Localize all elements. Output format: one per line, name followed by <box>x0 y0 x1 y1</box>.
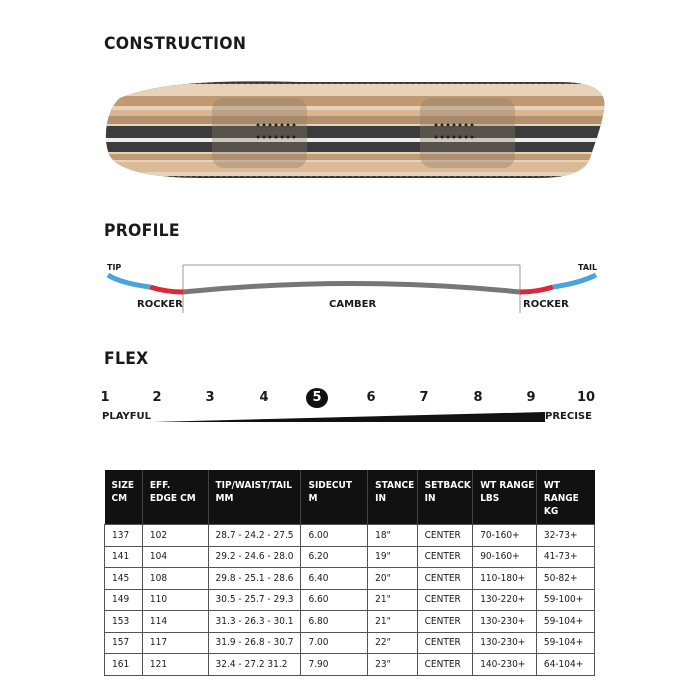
table-row <box>105 654 595 676</box>
header-eff-edge: EFF. EDGE CM <box>142 470 208 525</box>
cell-stance: 18" <box>368 525 418 547</box>
flex-scale-8: 8 <box>473 390 483 405</box>
header-stance: STANCE IN <box>368 470 418 525</box>
header-setback: SETBACK IN <box>417 470 473 525</box>
cell-setback: CENTER <box>417 546 473 568</box>
table-row <box>105 525 595 547</box>
cell-size: 141 <box>105 546 143 568</box>
cell-setback: CENTER <box>417 525 473 547</box>
rocker-left-segment <box>150 287 183 292</box>
cell-eff-edge: 104 <box>142 546 208 568</box>
header-sidecut: SIDECUT M <box>301 470 368 525</box>
tip-segment <box>108 275 150 287</box>
flex-scale-10: 10 <box>576 390 596 405</box>
flex-scale-3: 3 <box>205 390 215 405</box>
cell-sidecut: 6.40 <box>301 568 368 590</box>
cell-tip-waist-tail: 29.8 - 25.1 - 28.6 <box>208 568 301 590</box>
cell-wt-kg: 64-104+ <box>536 654 594 676</box>
header-wt-range-lbs: WT RANGE LBS <box>473 470 537 525</box>
board-construction-diagram <box>0 70 700 190</box>
cell-wt-kg: 41-73+ <box>536 546 594 568</box>
cell-eff-edge: 121 <box>142 654 208 676</box>
camber-label: CAMBER <box>329 299 377 310</box>
cell-tip-waist-tail: 31.9 - 26.8 - 30.7 <box>208 632 301 654</box>
cell-wt-kg: 59-104+ <box>536 611 594 633</box>
cell-wt-kg: 32-73+ <box>536 525 594 547</box>
cell-tip-waist-tail: 32.4 - 27.2 31.2 <box>208 654 301 676</box>
cell-sidecut: 6.60 <box>301 589 368 611</box>
cell-wt-lbs: 140-230+ <box>473 654 537 676</box>
cell-size: 137 <box>105 525 143 547</box>
flex-scale-1: 1 <box>100 390 110 405</box>
cell-size: 153 <box>105 611 143 633</box>
cell-stance: 20" <box>368 568 418 590</box>
cell-size: 157 <box>105 632 143 654</box>
cell-wt-lbs: 130-230+ <box>473 611 537 633</box>
specs-table <box>104 470 595 676</box>
cell-tip-waist-tail: 30.5 - 25.7 - 29.3 <box>208 589 301 611</box>
stringer-top <box>100 126 610 138</box>
flex-playful-label: PLAYFUL <box>102 411 152 422</box>
cell-tip-waist-tail: 31.3 - 26.3 - 30.1 <box>208 611 301 633</box>
camber-segment <box>183 284 520 293</box>
cell-setback: CENTER <box>417 611 473 633</box>
flex-scale-4: 4 <box>259 390 269 405</box>
flex-scale-5-selected: 5 <box>306 388 328 408</box>
construction-heading: CONSTRUCTION <box>104 34 247 54</box>
cell-eff-edge: 108 <box>142 568 208 590</box>
cell-size: 145 <box>105 568 143 590</box>
table-row <box>105 611 595 633</box>
cell-sidecut: 6.80 <box>301 611 368 633</box>
cell-eff-edge: 102 <box>142 525 208 547</box>
flex-heading: FLEX <box>104 349 149 369</box>
flex-scale-9: 9 <box>526 390 536 405</box>
cell-wt-lbs: 90-160+ <box>473 546 537 568</box>
cell-wt-lbs: 130-220+ <box>473 589 537 611</box>
table-row <box>105 632 595 654</box>
cell-sidecut: 7.90 <box>301 654 368 676</box>
cell-wt-kg: 59-100+ <box>536 589 594 611</box>
header-tip-waist-tail: TIP/WAIST/TAIL MM <box>208 470 301 525</box>
table-row <box>105 589 595 611</box>
cell-eff-edge: 117 <box>142 632 208 654</box>
cell-stance: 19" <box>368 546 418 568</box>
cell-sidecut: 6.20 <box>301 546 368 568</box>
tail-label: TAIL <box>578 263 598 272</box>
rocker-right-segment <box>520 287 553 292</box>
cell-sidecut: 7.00 <box>301 632 368 654</box>
cell-tip-waist-tail: 29.2 - 24.6 - 28.0 <box>208 546 301 568</box>
header-size: SIZE CM <box>105 470 143 525</box>
cell-stance: 23" <box>368 654 418 676</box>
cell-wt-kg: 59-104+ <box>536 632 594 654</box>
cell-tip-waist-tail: 28.7 - 24.2 - 27.5 <box>208 525 301 547</box>
cell-wt-lbs: 130-230+ <box>473 632 537 654</box>
table-header-row <box>105 470 595 525</box>
cell-wt-kg: 50-82+ <box>536 568 594 590</box>
profile-heading: PROFILE <box>104 221 180 241</box>
cell-eff-edge: 114 <box>142 611 208 633</box>
cell-wt-lbs: 110-180+ <box>473 568 537 590</box>
table-row <box>105 568 595 590</box>
cell-setback: CENTER <box>417 654 473 676</box>
table-row <box>105 546 595 568</box>
binding-insert-pad-front <box>212 98 307 168</box>
cell-setback: CENTER <box>417 632 473 654</box>
flex-scale-7: 7 <box>419 390 429 405</box>
cell-stance: 22" <box>368 632 418 654</box>
cell-size: 149 <box>105 589 143 611</box>
stringer-bottom <box>100 142 610 152</box>
binding-insert-pad-rear <box>420 98 515 168</box>
rocker-right-label: ROCKER <box>523 299 569 310</box>
cell-sidecut: 6.00 <box>301 525 368 547</box>
cell-stance: 21" <box>368 611 418 633</box>
cell-eff-edge: 110 <box>142 589 208 611</box>
cell-wt-lbs: 70-160+ <box>473 525 537 547</box>
flex-wedge-bar <box>0 408 700 424</box>
flex-scale-2: 2 <box>152 390 162 405</box>
header-wt-range-kg: WT RANGE KG <box>536 470 594 525</box>
cell-size: 161 <box>105 654 143 676</box>
cell-setback: CENTER <box>417 568 473 590</box>
rocker-left-label: ROCKER <box>137 299 183 310</box>
cell-setback: CENTER <box>417 589 473 611</box>
tail-segment <box>553 275 596 287</box>
tip-label: TIP <box>107 263 122 272</box>
cell-stance: 21" <box>368 589 418 611</box>
flex-precise-label: PRECISE <box>545 411 592 422</box>
flex-scale-6: 6 <box>366 390 376 405</box>
